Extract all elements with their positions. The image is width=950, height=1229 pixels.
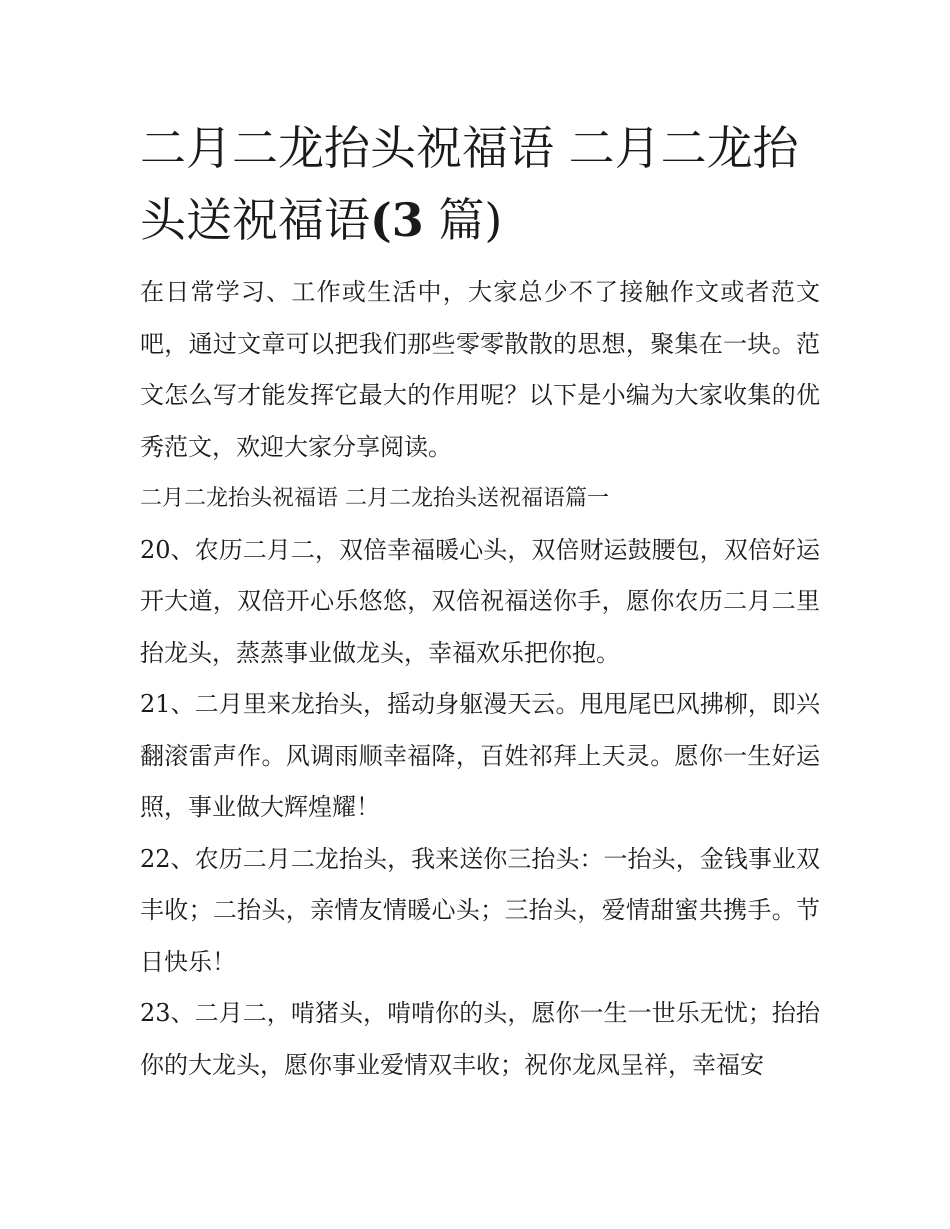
blessing-paragraph-20: 20、农历二月二，双倍幸福暖心头，双倍财运鼓腰包，双倍好运开大道，双倍开心乐悠悠，双倍祝福送你手，愿你农历二月二里抬龙头，蒸蒸事业做龙头，幸福欢乐把你抱。 bbox=[140, 535, 820, 667]
blessing-paragraph-21: 21、二月里来龙抬头，摇动身躯漫天云。甩甩尾巴风拂柳，即兴翻滚雷声作。风调雨顺幸福降，百姓祁拜上天灵。愿你一生好运照，事业做大辉煌耀！ bbox=[140, 690, 820, 821]
title-main-text: 二月二龙抬头祝福语 二月二龙抬头送祝福语 bbox=[140, 121, 799, 247]
document-content bbox=[140, 112, 820, 1091]
document-body bbox=[140, 267, 820, 1091]
title-count-text: (3 bbox=[370, 193, 424, 247]
blessing-paragraph-22: 22、农历二月二龙抬头，我来送你三抬头：一抬头，金钱事业双丰收；二抬头，亲情友情暖心头；三抬头，爱情甜蜜共携手。节日快乐！ bbox=[140, 844, 820, 976]
blessing-paragraph-23: 23、二月二，啃猪头，啃啃你的头，愿你一生一世乐无忧；抬抬你的大龙头，愿你事业爱情双丰收；祝你龙凤呈祥，幸福安 bbox=[140, 999, 820, 1079]
document-title bbox=[140, 112, 820, 256]
title-tail-text: 篇) bbox=[423, 193, 503, 247]
intro-paragraph: 在日常学习、工作或生活中，大家总少不了接触作文或者范文吧，通过文章可以把我们那些零零散散的思想，聚集在一块。范文怎么写才能发挥它最大的作用呢？以下是小编为大家收集的优秀范文，欢迎大家分享阅读。 bbox=[140, 278, 820, 461]
section-heading: 二月二龙抬头祝福语 二月二龙抬头送祝福语篇一 bbox=[140, 486, 609, 511]
